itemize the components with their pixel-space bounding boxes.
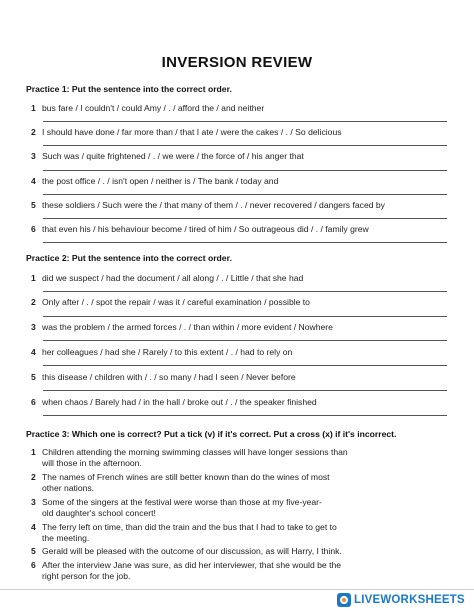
item-text: the post office / . / isn't open / neither is / The bank / today and <box>42 176 279 186</box>
answer-line[interactable] <box>43 365 447 366</box>
answer-line[interactable] <box>43 194 447 195</box>
item-text: this disease / children with / . / so many / had I seen / Never before <box>42 372 296 382</box>
item-number: 3 <box>31 497 36 507</box>
liveworksheets-logo[interactable] <box>337 591 465 609</box>
item-text-line-1: The names of French wines are still better known than do the wines of most <box>42 472 330 482</box>
item-text: these soldiers / Such were the / that many of them / . / never recovered / dangers faced by <box>42 200 385 210</box>
item-number: 4 <box>31 522 36 532</box>
item-text-line-2: will those in the afternoon. <box>42 457 142 468</box>
item-text: was the problem / the armed forces / . / than within / more evident / Nowhere <box>42 322 333 332</box>
item-number: 6 <box>31 397 36 407</box>
item-number: 1 <box>31 447 36 457</box>
item-number: 5 <box>31 200 36 210</box>
item-number: 3 <box>31 322 36 332</box>
item-text-line-1: Children attending the morning swimming classes will have longer sessions than <box>42 447 348 457</box>
item-text-line-1: Gerald will be pleased with the outcome of our discussion, as will Harry, I think. <box>42 546 342 556</box>
item-text: her colleagues / had she / Rarely / to this extent / . / had to rely on <box>42 347 293 357</box>
item-number: 2 <box>31 297 36 307</box>
footer-divider <box>0 589 474 590</box>
item-text-line-1: The ferry left on time, than did the train and the bus that I had to take to get to <box>42 522 337 532</box>
practice-2-item <box>31 297 451 309</box>
item-number: 2 <box>31 127 36 137</box>
practice-2-item <box>31 322 451 334</box>
item-number: 3 <box>31 151 36 161</box>
practice-1-heading: Practice 1: Put the sentence into the correct order. <box>26 84 232 94</box>
item-text-line-2: old daughter's school concert! <box>42 507 156 518</box>
item-text: Such was / quite frightened / . / we were / the force of / his anger that <box>42 151 304 161</box>
practice-1-item <box>31 224 451 236</box>
item-number: 4 <box>31 176 36 186</box>
item-number: 6 <box>31 224 36 234</box>
item-number: 1 <box>31 103 36 113</box>
answer-line[interactable] <box>43 242 447 243</box>
answer-line[interactable] <box>43 390 447 391</box>
practice-2-item <box>31 273 451 285</box>
practice-1-item <box>31 127 451 139</box>
item-text: that even his / his behaviour become / tired of him / So outrageous did / . / family grew <box>42 224 369 234</box>
answer-line[interactable] <box>43 340 447 341</box>
answer-line[interactable] <box>43 291 447 292</box>
answer-line[interactable] <box>43 145 447 146</box>
item-text: Only after / . / spot the repair / was it / careful examination / possible to <box>42 297 310 307</box>
practice-2-heading: Practice 2: Put the sentence into the correct order. <box>26 253 232 263</box>
item-text: did we suspect / had the document / all along / . / Little / that she had <box>42 273 304 283</box>
item-text-line-2: other nations. <box>42 482 95 493</box>
practice-2-item <box>31 397 451 409</box>
item-text-line-1: Some of the singers at the festival were worse than those at my five-year- <box>42 497 322 507</box>
item-number: 5 <box>31 546 36 556</box>
item-number: 4 <box>31 347 36 357</box>
item-text: when chaos / Barely had / in the hall / broke out / . / the speaker finished <box>42 397 317 407</box>
item-text: I should have done / far more than / that I ate / were the cakes / . / So delicious <box>42 127 342 137</box>
item-text-line-2: the meeting. <box>42 532 90 543</box>
liveworksheets-logo-icon <box>337 593 351 607</box>
item-text-line-2: right person for the job. <box>42 570 131 581</box>
item-text-line-1: After the interview Jane was sure, as did her interviewer, that she would be the <box>42 560 342 570</box>
practice-1-item <box>31 176 451 188</box>
practice-1-item <box>31 151 451 163</box>
item-number: 5 <box>31 372 36 382</box>
answer-line[interactable] <box>43 316 447 317</box>
answer-line[interactable] <box>43 121 447 122</box>
answer-line[interactable] <box>43 170 447 171</box>
item-number: 1 <box>31 273 36 283</box>
practice-1-item <box>31 200 451 212</box>
answer-line[interactable] <box>43 415 447 416</box>
answer-line[interactable] <box>43 218 447 219</box>
worksheet-title: INVERSION REVIEW <box>161 54 313 71</box>
practice-1-item <box>31 103 451 115</box>
item-number: 6 <box>31 560 36 570</box>
item-text: bus fare / I couldn't / could Amy / . / afford the / and neither <box>42 103 265 113</box>
practice-2-item <box>31 372 451 384</box>
practice-3-heading: Practice 3: Which one is correct? Put a tick (v) if it's correct. Put a cross (x) if it's incorrect. <box>26 429 397 439</box>
logo-text: LIVEWORKSHEETS <box>354 594 465 606</box>
practice-2-item <box>31 347 451 359</box>
item-number: 2 <box>31 472 36 482</box>
